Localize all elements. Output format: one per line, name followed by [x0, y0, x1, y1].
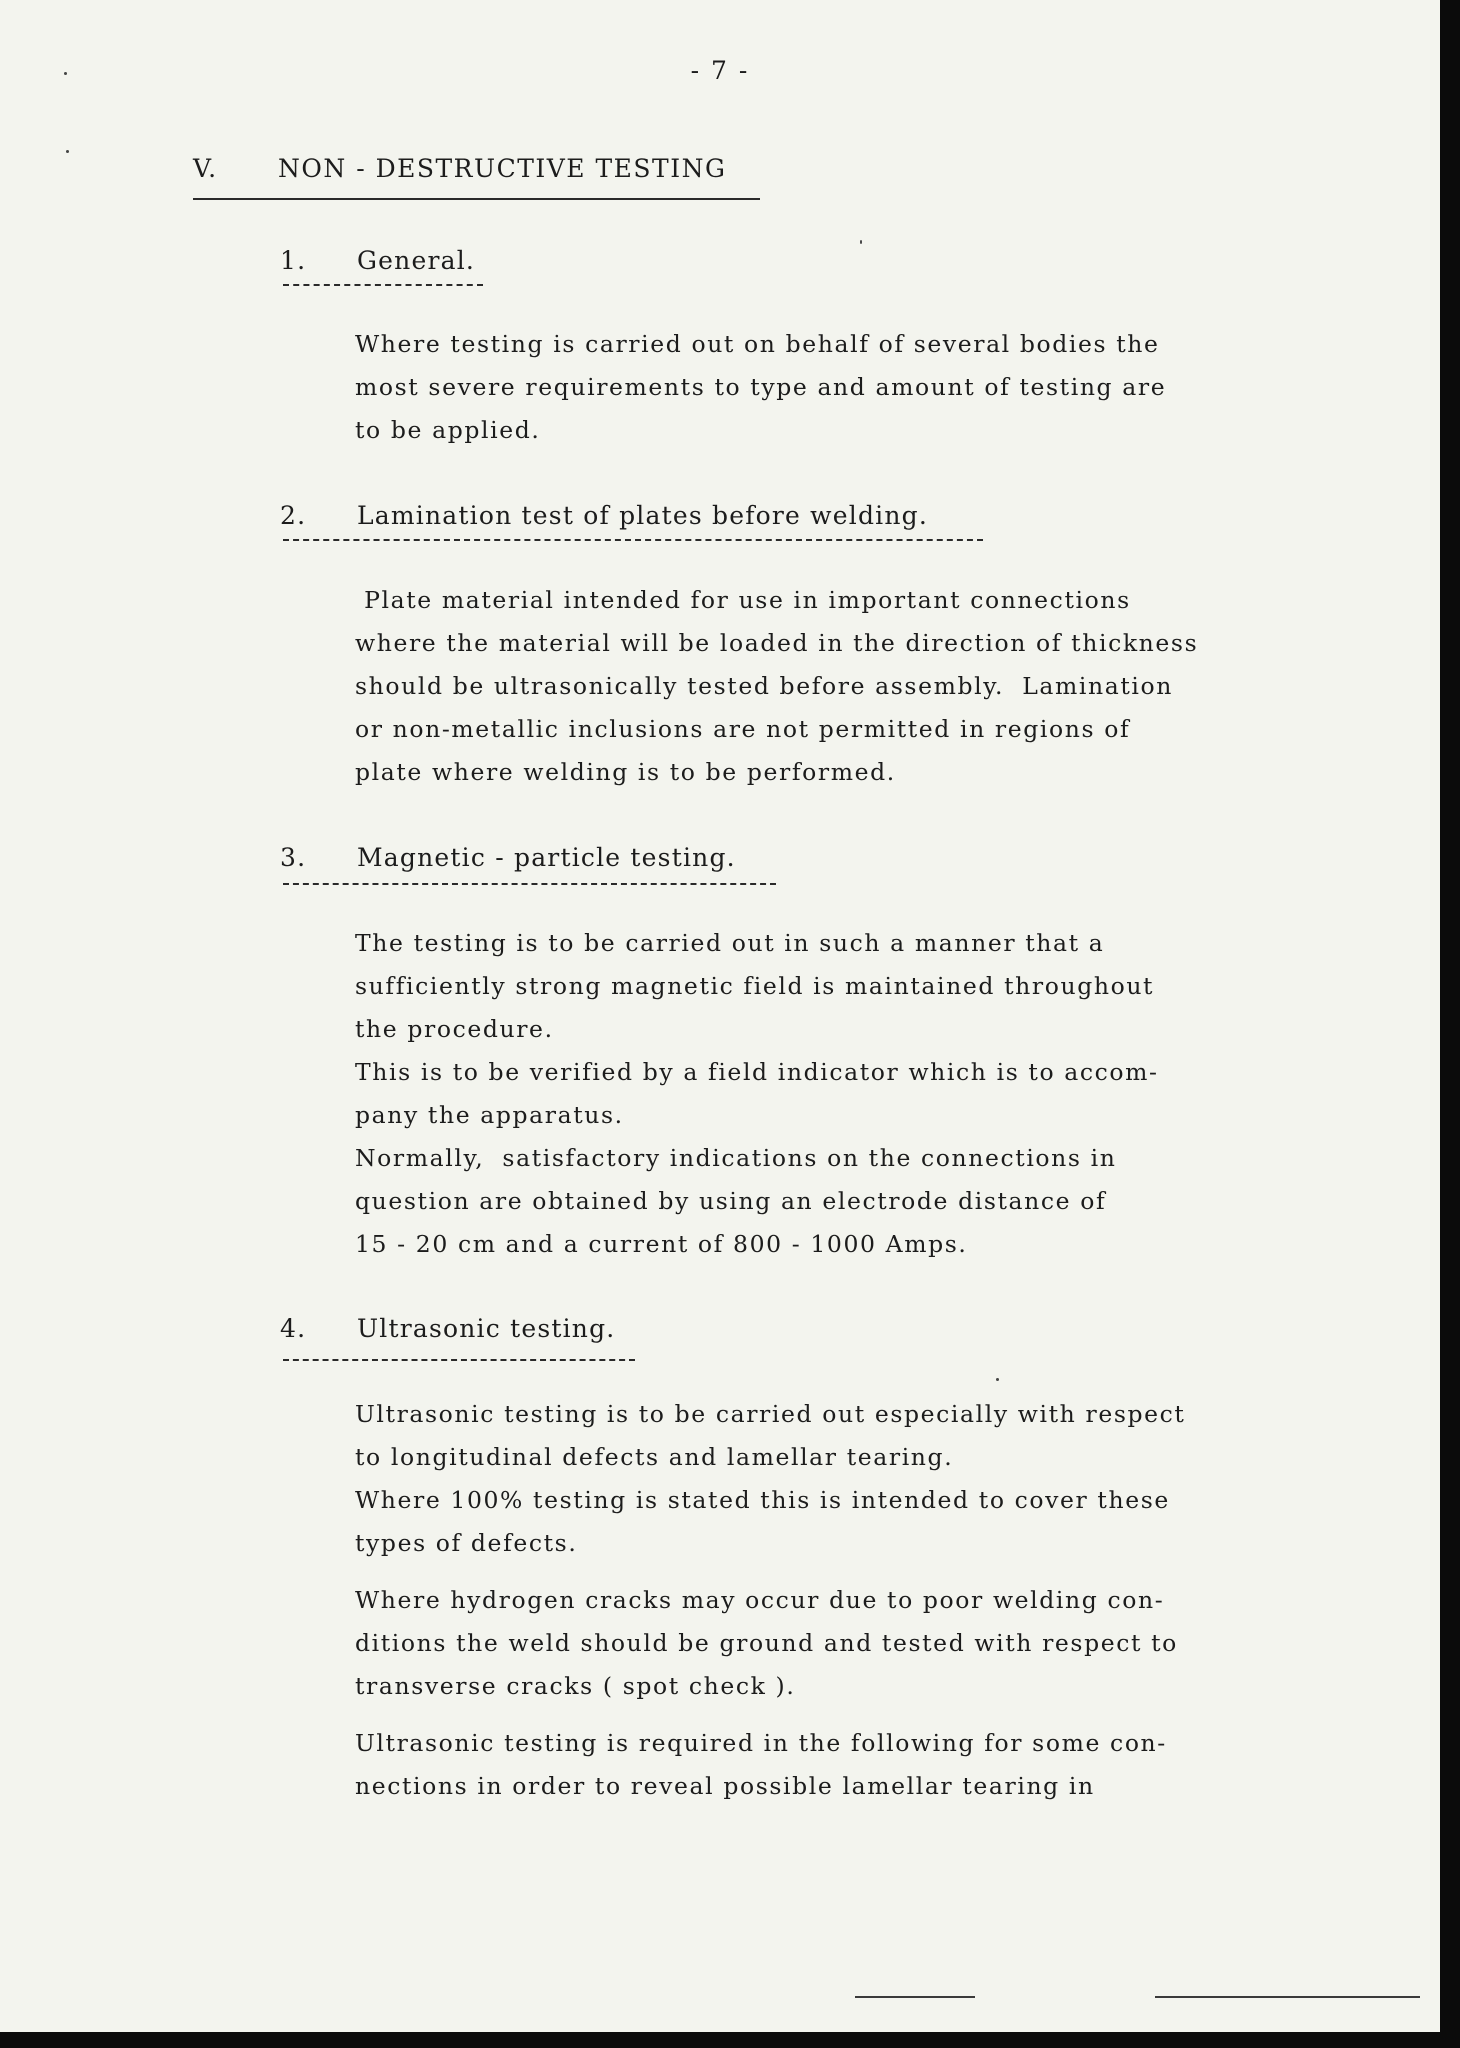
subsection-title: Ultrasonic testing. — [357, 1314, 616, 1343]
subsection-number: 3. — [280, 843, 307, 872]
subsection-underline — [283, 539, 983, 541]
text-line: Where 100% testing is stated this is intended to cover these — [355, 1486, 1170, 1514]
paragraph-spacer — [355, 1708, 1185, 1722]
text-line: pany the apparatus. — [355, 1101, 624, 1129]
subsection-title: Magnetic - particle testing. — [357, 843, 736, 872]
subsection-number: 1. — [280, 246, 307, 275]
text-line: to longitudinal defects and lamellar tearing. — [355, 1443, 954, 1471]
text-line: nections in order to reveal possible lamellar tearing in — [355, 1772, 1095, 1800]
text-line: ditions the weld should be ground and tested with respect to — [355, 1629, 1178, 1657]
subsection-heading-lamination — [280, 501, 928, 530]
scan-line-mark — [1155, 1996, 1420, 1998]
subsection-underline — [283, 284, 483, 286]
text-line: This is to be verified by a field indicator which is to accom- — [355, 1058, 1159, 1086]
page-number: - 7 - — [690, 56, 750, 85]
section-underline — [193, 198, 760, 200]
subsection-heading-magnetic — [280, 843, 736, 872]
text-line: Normally, satisfactory indications on the connections in — [355, 1144, 1117, 1172]
subsection-heading-general — [280, 246, 475, 275]
text-line: the procedure. — [355, 1015, 554, 1043]
subsection-number: 2. — [280, 501, 307, 530]
text-line: types of defects. — [355, 1529, 578, 1557]
text-line: The testing is to be carried out in such a manner that a — [355, 929, 1105, 957]
subsection-underline — [283, 883, 776, 885]
scan-speck — [66, 150, 69, 153]
text-line: most severe requirements to type and amount of testing are — [355, 373, 1167, 401]
subsection-number: 4. — [280, 1314, 307, 1343]
section-title: NON - DESTRUCTIVE TESTING — [278, 154, 727, 183]
section-number: V. — [193, 154, 218, 183]
text-line: sufficiently strong magnetic field is maintained throughout — [355, 972, 1155, 1000]
paragraph — [355, 579, 1198, 794]
subsection-title: Lamination test of plates before welding. — [357, 501, 929, 530]
paragraph — [355, 1393, 1185, 1808]
text-line: 15 - 20 cm and a current of 800 - 1000 Amps. — [355, 1230, 968, 1258]
text-line: Ultrasonic testing is required in the following for some con- — [355, 1729, 1167, 1757]
scan-speck — [996, 1378, 999, 1381]
text-line: to be applied. — [355, 416, 541, 444]
paragraph — [355, 323, 1166, 452]
scan-speck — [64, 72, 67, 75]
text-line: where the material will be loaded in the direction of thickness — [355, 629, 1199, 657]
scan-speck — [860, 240, 862, 244]
text-line: or non-metallic inclusions are not permitted in regions of — [355, 715, 1131, 743]
subsection-heading-ultrasonic — [280, 1314, 615, 1343]
subsection-title: General. — [357, 246, 476, 275]
text-line: should be ultrasonically tested before assembly. Lamination — [355, 672, 1174, 700]
paragraph — [355, 922, 1159, 1266]
text-line: Plate material intended for use in important connections — [355, 586, 1131, 614]
text-line: Where hydrogen cracks may occur due to poor welding con- — [355, 1586, 1165, 1614]
text-line: Ultrasonic testing is to be carried out especially with respect — [355, 1400, 1186, 1428]
section-heading — [193, 154, 726, 183]
paragraph-spacer — [355, 1565, 1185, 1579]
text-line: plate where welding is to be performed. — [355, 758, 896, 786]
text-line: transverse cracks ( spot check ). — [355, 1672, 796, 1700]
text-line: question are obtained by using an electrode distance of — [355, 1187, 1107, 1215]
subsection-underline — [283, 1359, 635, 1361]
scan-line-mark — [855, 1996, 975, 1998]
text-line: Where testing is carried out on behalf of several bodies the — [355, 330, 1160, 358]
